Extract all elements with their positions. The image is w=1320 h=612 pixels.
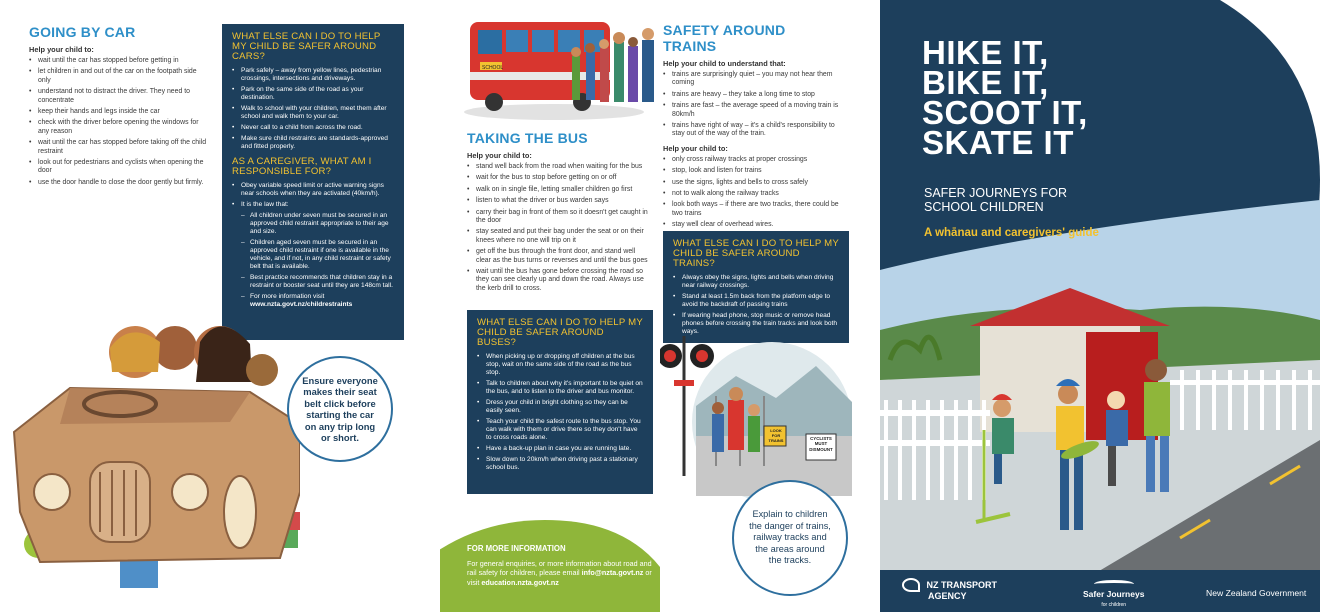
bus-help-label: Help your child to: bbox=[467, 151, 532, 160]
list-item: • Slow down to 20km/h when driving past a stationary school bus. bbox=[477, 456, 643, 472]
list-item: • walk on in single file, letting smaller children go first bbox=[467, 186, 651, 194]
list-item: • only cross railway tracks at proper crossings bbox=[663, 156, 841, 164]
panel-bus bbox=[440, 0, 660, 612]
cover-title-line: SKATE IT bbox=[922, 124, 1074, 161]
list-item: – Children aged seven must be secured in an approved child restraint if one is available in the vehicle, and if not, in any child restraint or safety belt that is available. bbox=[241, 239, 394, 271]
list-item: • look out for pedestrians and cyclists when opening the door bbox=[29, 159, 207, 176]
list-item: • trains have right of way – it's a child's responsibility to stay out of the way of the train. bbox=[663, 122, 841, 139]
list-item: • stop, look and listen for trains bbox=[663, 167, 841, 175]
list-item: • use the door handle to close the door gently but firmly. bbox=[29, 179, 207, 187]
trains-list-2 bbox=[663, 156, 841, 230]
train-info-box bbox=[663, 231, 849, 343]
bus-box-title: WHAT ELSE CAN I DO TO HELP MY CHILD BE SAFER AROUND BUSES? bbox=[477, 317, 643, 348]
car-box-title: WHAT ELSE CAN I DO TO HELP MY CHILD BE SAFER AROUND CARS? bbox=[232, 31, 381, 62]
car-info-box bbox=[222, 24, 404, 340]
more-info-text: For more information visit bbox=[250, 293, 325, 300]
cover-tagline: A whānau and caregivers' guide bbox=[924, 227, 1099, 239]
safer-line1: Safer Journeys bbox=[1083, 589, 1145, 599]
cover-title-line: BIKE IT, bbox=[922, 64, 1049, 101]
car-list bbox=[29, 57, 207, 187]
or-visit-text: or visit bbox=[467, 568, 652, 587]
child-restraints-link[interactable]: www.nzta.govt.nz/childrestraints bbox=[250, 301, 353, 308]
trains-list bbox=[663, 71, 841, 139]
list-item: • Never call to a child from across the road. bbox=[232, 124, 394, 132]
list-item: • keep their hands and legs inside the car bbox=[29, 108, 207, 116]
more-info-title: FOR MORE INFORMATION bbox=[467, 544, 566, 553]
list-item: • get off the bus through the front door, and stand well clear as the bus turns or reverses and until the bus goes bbox=[467, 248, 651, 265]
fern-icon bbox=[1094, 580, 1134, 588]
more-info-block bbox=[467, 544, 657, 587]
list-item: • stand well back from the road when waiting for the bus bbox=[467, 163, 651, 171]
list-item: • trains are heavy – they take a long time to stop bbox=[663, 91, 841, 99]
seatbelt-text: Ensure everyone makes their seat belt click before starting the car on any trip long or short. bbox=[302, 374, 378, 443]
safer-journeys-logo bbox=[1083, 580, 1144, 610]
cover-title bbox=[922, 34, 1088, 161]
seatbelt-bubble bbox=[287, 356, 393, 462]
list-item: • wait until the bus has gone before crossing the road so they can see clearly up and down the road. Always use the kerb drill to cross. bbox=[467, 268, 651, 293]
trains-bubble bbox=[732, 480, 848, 596]
list-item: • Obey variable speed limit or active warning signs near schools when they are activated (40km/h). bbox=[232, 182, 394, 198]
cyclists-dismount-sign: CYCLISTS MUST DISMOUNT bbox=[809, 436, 833, 452]
bus-title: TAKING THE BUS bbox=[467, 130, 588, 146]
nzta-line1: NZ TRANSPORT bbox=[926, 579, 998, 590]
cover-subtitle-line: SAFER JOURNEYS FOR bbox=[924, 186, 1068, 200]
list-item: • understand not to distract the driver. They need to concentrate bbox=[29, 88, 207, 105]
list-item: • listen to what the driver or bus warden says bbox=[467, 197, 651, 205]
list-item: • check with the driver before opening the windows for any reason bbox=[29, 119, 207, 136]
list-item: • use the signs, lights and bells to cross safely bbox=[663, 179, 841, 187]
list-item: • Dress your child in bright clothing so they can be easily seen. bbox=[477, 399, 643, 415]
cover-subtitle bbox=[924, 186, 1067, 214]
car-title: GOING BY CAR bbox=[29, 24, 136, 40]
cover-subtitle-line: SCHOOL CHILDREN bbox=[924, 200, 1044, 214]
list-item: • Make sure child restraints are standards-approved and fitted properly. bbox=[232, 135, 394, 151]
nzta-line2: AGENCY bbox=[928, 591, 967, 601]
list-item: • wait until the car has stopped before getting in bbox=[29, 57, 207, 65]
list-item: • It is the law that: bbox=[232, 201, 394, 209]
more-info-body: For general enquiries, or more information about road and rail safety for children, please email bbox=[467, 559, 652, 578]
trains-title: SAFETY AROUND TRAINS bbox=[663, 22, 786, 54]
list-item: • If wearing head phone, stop music or remove head phones before crossing the train tracks and look both ways. bbox=[673, 312, 839, 336]
cover-title-line: HIKE IT, bbox=[922, 34, 1049, 71]
website-link[interactable]: education.nzta.govt.nz bbox=[481, 577, 559, 587]
list-item: • Park on the same side of the road as your destination. bbox=[232, 86, 394, 102]
trains-help-label: Help your child to understand that: bbox=[663, 59, 786, 68]
list-item: • wait until the car has stopped before taking off the child restraint bbox=[29, 139, 207, 156]
list-item: • let children in and out of the car on the footpath side only bbox=[29, 68, 207, 85]
list-item: • Have a back-up plan in case you are running late. bbox=[477, 445, 643, 453]
list-item: • Park safely – away from yellow lines, pedestrian crossings, intersections and driveways. bbox=[232, 67, 394, 83]
list-item: • Walk to school with your children, meet them after school and walk them to your car. bbox=[232, 105, 394, 121]
cover-title-line: SCOOT IT, bbox=[922, 94, 1088, 131]
look-for-trains-sign: LOOK FOR TRAINS bbox=[768, 428, 784, 443]
trains-help-label-2: Help your child to: bbox=[663, 143, 728, 153]
more-info-text bbox=[467, 559, 657, 587]
list-item: – All children under seven must be secured in an approved child restraint appropriate to their age and size. bbox=[241, 212, 394, 236]
nz-government-logo: New Zealand Government bbox=[1206, 588, 1307, 598]
list-item: • Talk to children about why it's important to be quiet on the bus, and to listen to the driver and bus monitor. bbox=[477, 380, 643, 396]
nzta-logo bbox=[902, 578, 997, 601]
list-item: • Teach your child the safest route to the bus stop. You can walk with them or drive there so they don't have to cross roads alone. bbox=[477, 418, 643, 442]
train-box-title: WHAT ELSE CAN I DO TO HELP MY CHILD BE SAFER AROUND TRAINS? bbox=[673, 238, 839, 269]
list-item: • trains are fast – the average speed of a moving train is 80km/h bbox=[663, 102, 841, 119]
list-item: • Stand at least 1.5m back from the platform edge to avoid the backdraft of passing trains bbox=[673, 293, 839, 309]
list-item: – Best practice recommends that children stay in a restraint or booster seat until they are 148cm tall. bbox=[241, 274, 394, 290]
more-info-item bbox=[241, 293, 394, 309]
list-item: • not to walk along the railway tracks bbox=[663, 190, 841, 198]
list-item: • stay seated and put their bag under the seat or on their knees where no one will trip on it bbox=[467, 228, 651, 245]
car-help-label: Help your child to: bbox=[29, 45, 94, 54]
list-item: • stay well clear of overhead wires. bbox=[663, 221, 841, 229]
list-item: • carry their bag in front of them so it doesn't get caught in the door bbox=[467, 209, 651, 226]
bus-info-box bbox=[467, 310, 653, 494]
school-bus-illustration bbox=[464, 12, 660, 122]
bus-school-sign: SCHOOL bbox=[482, 65, 504, 71]
cardboard-car-illustration bbox=[0, 312, 300, 612]
list-item: • Always obey the signs, lights and bells when driving near railway crossings. bbox=[673, 274, 839, 290]
safer-line2: for children bbox=[1101, 602, 1127, 608]
trains-bubble-text: Explain to children the danger of trains, railway tracks and the areas around the tracks. bbox=[749, 509, 831, 566]
list-item: • When picking up or dropping off children at the bus stop, wait on the same side of the road as the bus stop. bbox=[477, 353, 643, 377]
list-item: • wait for the bus to stop before getting on or off bbox=[467, 174, 651, 182]
caregiver-title: AS A CAREGIVER, WHAT AM I RESPONSIBLE FOR? bbox=[232, 156, 372, 177]
list-item: • trains are surprisingly quiet – you may not hear them coming bbox=[663, 71, 841, 88]
bus-list bbox=[467, 163, 651, 293]
list-item: • look both ways – if there are two tracks, there could be two trains bbox=[663, 201, 841, 218]
nzta-logo-icon bbox=[902, 578, 920, 592]
email-link[interactable]: info@nzta.govt.nz bbox=[581, 568, 644, 578]
panel-trains bbox=[660, 0, 880, 612]
panel-car bbox=[0, 0, 440, 612]
